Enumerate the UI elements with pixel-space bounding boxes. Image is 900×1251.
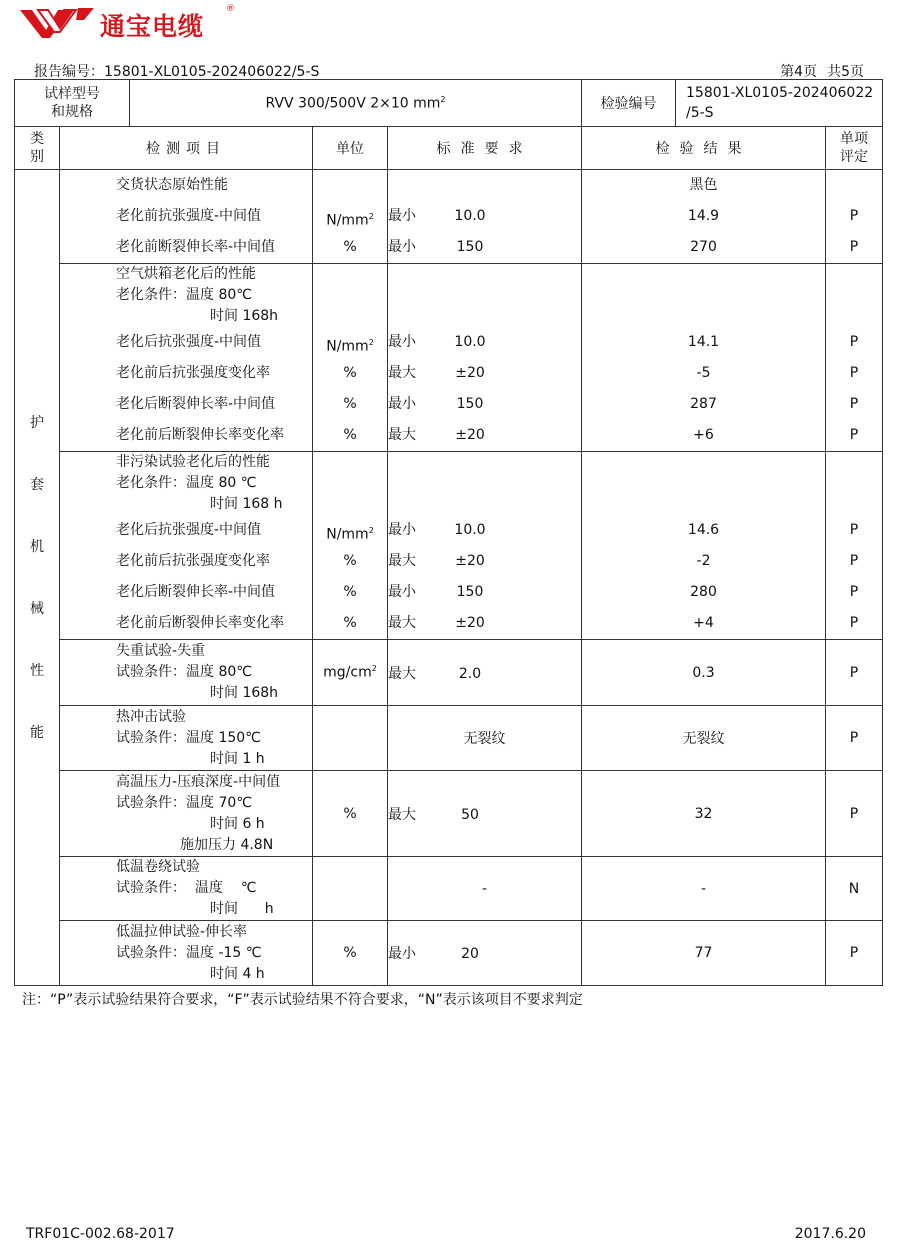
section-low-temp-elongation <box>15 921 883 986</box>
section-result: 无裂纹 <box>582 706 826 771</box>
section-unit: % <box>313 771 388 857</box>
model-value: RVV 300/500V 2×10 $mm^2$ <box>130 80 582 127</box>
check-number-label: 检验编号 <box>582 80 676 127</box>
section-standard: 最大 2.0 <box>388 640 582 706</box>
brand-name: 通宝电缆 <box>100 12 205 41</box>
info-row <box>15 80 883 127</box>
section-judgements: P P P P <box>826 264 883 452</box>
section-items: 交货状态原始性能 老化前抗张强度-中间值 老化前断裂伸长率-中间值 <box>60 170 313 264</box>
col-unit: 单位 <box>313 127 388 170</box>
col-result: 检验结果 <box>582 127 826 170</box>
section-standard: - <box>388 857 582 921</box>
section-weight-loss <box>15 640 883 706</box>
section-judgement: P <box>826 640 883 706</box>
section-judgement: P <box>826 706 883 771</box>
section-standard: 最大 50 <box>388 771 582 857</box>
section-results: 14.1 -5 287 +6 <box>582 264 826 452</box>
section-unit <box>313 706 388 771</box>
section-items: 高温压力-压痕深度-中间值 试验条件：温度 70℃ 时间 6 h 施加压力 4.8N <box>60 771 313 857</box>
section-judgement: N <box>826 857 883 921</box>
model-label: 试样型号 和规格 <box>15 80 130 127</box>
page-current: 第4页 <box>780 64 818 80</box>
section-result: 0.3 <box>582 640 826 706</box>
section-results: 14.6 -2 280 +4 <box>582 452 826 640</box>
section-judgements: P P P P <box>826 452 883 640</box>
section-air-oven-aging <box>15 264 883 452</box>
col-standard: 标准要求 <box>388 127 582 170</box>
column-header-row <box>15 127 883 170</box>
section-result: - <box>582 857 826 921</box>
page-total: 共5页 <box>827 64 864 80</box>
check-number-value: 15801-XL0105-202406022 /5-S <box>676 80 883 127</box>
category-cell: 护 套 机 械 性 能 <box>15 170 60 986</box>
section-standards: 最小 10.0 最大 ±20 最小 150 最大 ±20 <box>388 452 582 640</box>
section-low-temp-winding <box>15 857 883 921</box>
section-non-contamination-aging <box>15 452 883 640</box>
section-unit: % <box>313 921 388 986</box>
section-units: $N/mm^2$ % % % <box>313 452 388 640</box>
report-number: 报告编号：15801-XL0105-202406022/5-S <box>34 64 320 80</box>
section-units: $N/mm^2$ % <box>313 170 388 264</box>
section-heat-shock <box>15 706 883 771</box>
section-judgement: P <box>826 771 883 857</box>
section-original-properties <box>15 170 883 264</box>
section-unit <box>313 857 388 921</box>
legend-note: 注：“P”表示试验结果符合要求，“F”表示试验结果不符合要求，“N”表示该项目不要求判定 <box>22 992 583 1008</box>
col-item: 检测项目 <box>60 127 313 170</box>
section-items: 低温拉伸试验-伸长率 试验条件：温度 -15 ℃ 时间 4 h <box>60 921 313 986</box>
test-results-table <box>14 79 883 986</box>
col-category: 类 别 <box>15 127 60 170</box>
company-logo <box>18 4 248 44</box>
section-judgements: P P <box>826 170 883 264</box>
section-unit: $mg/cm^2$ <box>313 640 388 706</box>
section-items: 非污染试验老化后的性能 老化条件：温度 80 ℃ 时间 168 h 老化后抗张强度-中间值 老化前后抗张强度变化率 老化后断裂伸长率-中间值 老化前后断裂伸长率变化率 <box>60 452 313 640</box>
section-items: 低温卷绕试验 试验条件： 温度 ℃ 时间 h <box>60 857 313 921</box>
section-high-temp-pressure <box>15 771 883 857</box>
section-items: 失重试验-失重 试验条件：温度 80℃ 时间 168h <box>60 640 313 706</box>
section-units: $N/mm^2$ % % % <box>313 264 388 452</box>
section-standard: 最小 20 <box>388 921 582 986</box>
section-result: 32 <box>582 771 826 857</box>
section-result: 77 <box>582 921 826 986</box>
registered-mark: ® <box>226 4 235 14</box>
section-results: 黑色 14.9 270 <box>582 170 826 264</box>
form-code: TRF01C-002.68-2017 <box>26 1226 175 1242</box>
page-indicator <box>780 61 864 81</box>
col-judgement: 单项 评定 <box>826 127 883 170</box>
section-judgement: P <box>826 921 883 986</box>
section-standards: 最小 10.0 最大 ±20 最小 150 最大 ±20 <box>388 264 582 452</box>
form-date: 2017.6.20 <box>794 1226 866 1242</box>
logo-mark-icon <box>18 4 98 40</box>
section-items: 热冲击试验 试验条件：温度 150℃ 时间 1 h <box>60 706 313 771</box>
section-items: 空气烘箱老化后的性能 老化条件：温度 80℃ 时间 168h 老化后抗张强度-中间值 老化前后抗张强度变化率 老化后断裂伸长率-中间值 老化前后断裂伸长率变化率 <box>60 264 313 452</box>
section-standards: 最小 10.0 最小 150 <box>388 170 582 264</box>
section-standard: 无裂纹 <box>388 706 582 771</box>
